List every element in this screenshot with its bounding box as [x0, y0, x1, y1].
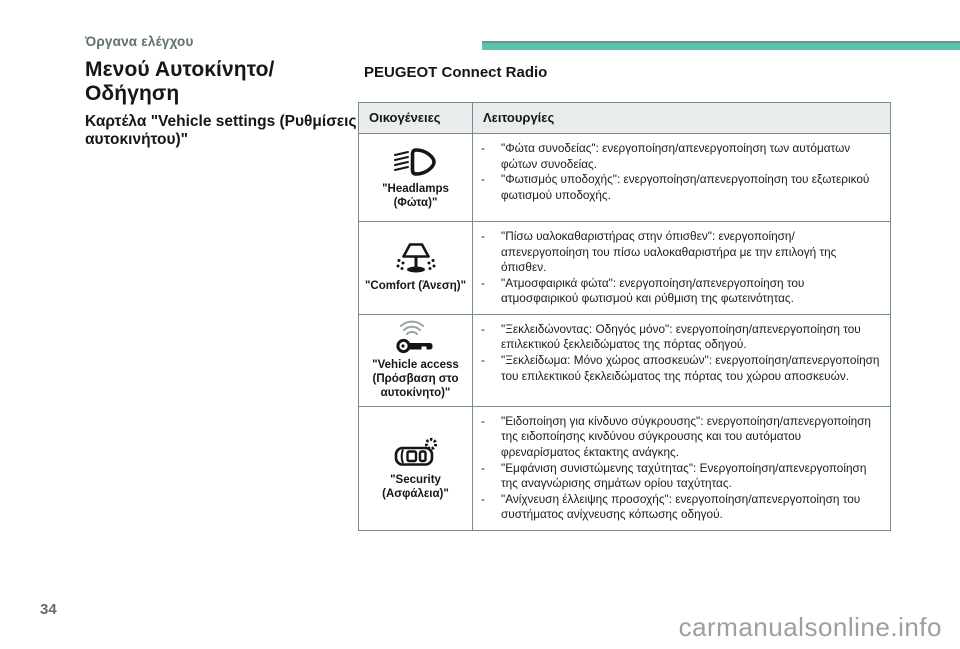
key-remote-icon: [394, 321, 438, 355]
table-header-row: [359, 103, 890, 134]
system-heading: PEUGEOT Connect Radio: [364, 64, 548, 81]
left-column: [85, 58, 363, 150]
table-row: [359, 222, 890, 315]
function-item: [481, 276, 880, 307]
car-settings-icon: [393, 436, 439, 470]
function-text: "Εμφάνιση συνιστώμενης ταχύτητας": Ενεργοποίηση/απενεργοποίηση της αναγνώρισης σημάτων ορίου ταχύτητας.: [501, 460, 867, 491]
section-title: Μενού Αυτοκίνητο/Οδήγηση: [85, 58, 275, 105]
functions-cell: [473, 407, 890, 530]
bullet-dash: -: [481, 460, 485, 475]
function-text: "Ειδοποίηση για κίνδυνο σύγκρουσης": ενεργοποίηση/απενεργοποίηση της ειδοποίησης κινδύνου σύγκρουσης και του αυτόματου φρεναρίσματος έκτακτης ανάγκης.: [501, 413, 871, 459]
running-header: Όργανα ελέγχου: [85, 34, 194, 49]
family-cell-comfort: [359, 222, 473, 314]
function-item: [481, 492, 880, 523]
settings-table: [358, 102, 891, 531]
column-header-families: Οικογένειες: [359, 103, 473, 133]
family-label: "Vehicle access (Πρόσβαση στο αυτοκίνητο)": [372, 358, 459, 399]
family-label: "Comfort (Άνεση)": [364, 280, 467, 293]
page-number: 34: [40, 601, 57, 618]
functions-cell: [473, 222, 890, 314]
family-cell-headlamps: [359, 134, 473, 221]
function-item: [481, 353, 880, 384]
function-text: "Φώτα συνοδείας": ενεργοποίηση/απενεργοποίηση των αυτόματων φώτων συνοδείας.: [501, 141, 851, 171]
table-row: [359, 315, 890, 407]
bullet-dash: -: [481, 141, 485, 155]
function-text: "Φωτισμός υποδοχής": ενεργοποίηση/απενεργοποίηση του εξωτερικού φωτισμού υποδοχής.: [501, 172, 870, 202]
section-subtitle: Καρτέλα "Vehicle settings (Ρυθμίσεις αυτοκινήτου)": [85, 113, 357, 149]
bullet-dash: -: [481, 491, 485, 506]
family-cell-vehicle-access: [359, 315, 473, 406]
bullet-dash: -: [481, 413, 485, 428]
table-row: [359, 407, 890, 530]
function-item: [481, 141, 880, 172]
family-cell-security: [359, 407, 473, 530]
table-row: [359, 134, 890, 222]
functions-cell: [473, 315, 890, 406]
bullet-dash: -: [481, 352, 485, 367]
function-text: "Ξεκλειδώνοντας: Οδηγός μόνο": ενεργοποίηση/απενεργοποίηση του επιλεκτικού ξεκλειδώματος της πόρτας οδηγού.: [501, 321, 861, 352]
function-item: [481, 414, 880, 461]
family-label: "Headlamps (Φώτα)": [382, 182, 449, 209]
function-item: [481, 461, 880, 492]
function-text: "Ανίχνευση έλλειψης προσοχής": ενεργοποίηση/απενεργοποίηση του συστήματος ανίχνευσης κόπωσης οδηγού.: [501, 491, 861, 522]
bullet-dash: -: [481, 321, 485, 336]
function-item: [481, 322, 880, 353]
headlamp-icon: [393, 145, 439, 179]
function-item: [481, 172, 880, 203]
function-text: "Πίσω υαλοκαθαριστήρας στην όπισθεν": ενεργοποίηση/απενεργοποίηση του πίσω υαλοκαθαριστήρα με την επιλογή της όπισθεν.: [501, 229, 837, 275]
accent-bar: [482, 41, 960, 50]
watermark-text: carmanualsonline.info: [678, 612, 942, 642]
comfort-lamp-icon: [393, 242, 439, 276]
bullet-dash: -: [481, 229, 485, 243]
function-text: "Ξεκλείδωμα: Μόνο χώρος αποσκευών": ενεργοποίηση/απενεργοποίηση του επιλεκτικού ξεκλειδώματος της πόρτας του χώρου αποσκευών.: [501, 352, 880, 383]
column-header-functions: Λειτουργίες: [483, 110, 555, 125]
functions-cell: [473, 134, 890, 221]
family-label: "Security (Ασφάλεια)": [382, 473, 449, 500]
bullet-dash: -: [481, 172, 485, 187]
function-item: [481, 229, 880, 276]
bullet-dash: -: [481, 275, 485, 290]
function-text: "Ατμοσφαιρικά φώτα": ενεργοποίηση/απενεργοποίηση του ατμοσφαιρικού φωτισμού και ρύθμιση της φωτεινότητας.: [501, 275, 805, 306]
